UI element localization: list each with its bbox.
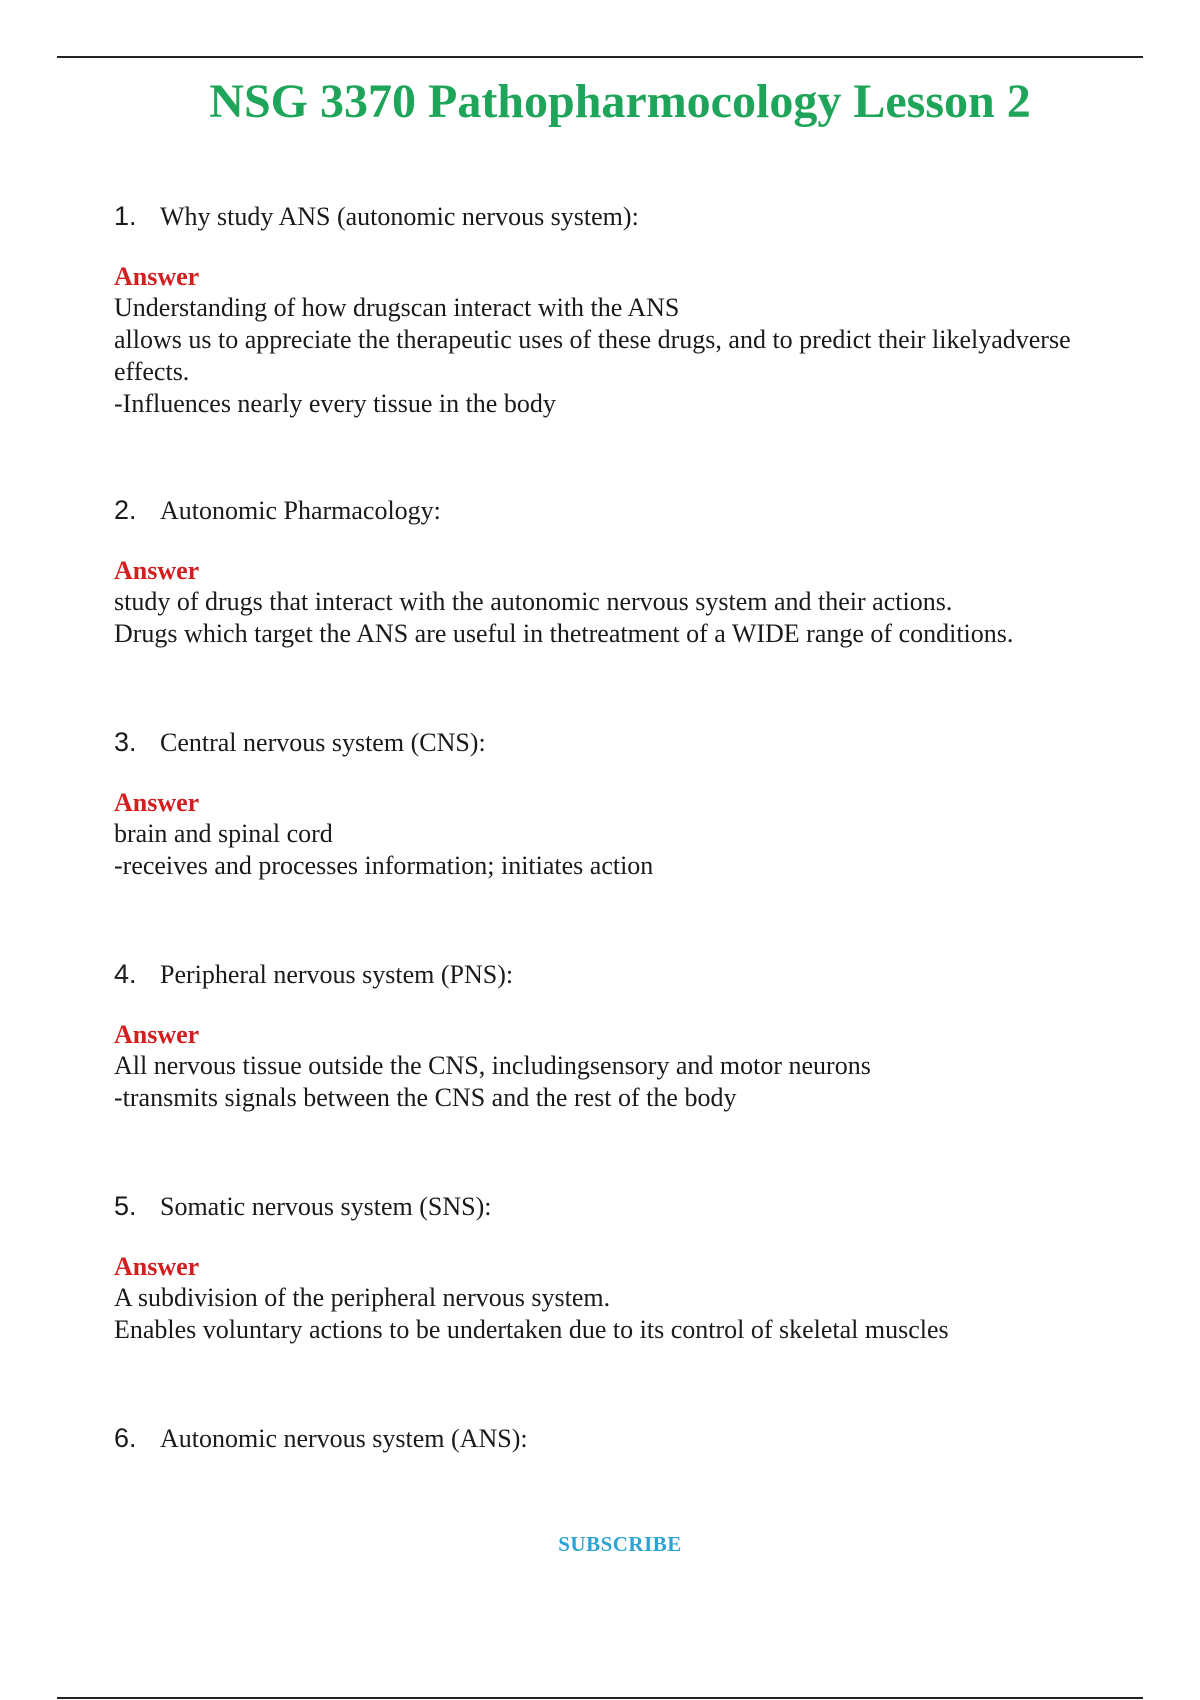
answer-line: -Influences nearly every tissue in the body — [114, 389, 556, 418]
answer-label: Answer — [114, 1020, 200, 1049]
answer-line: Understanding of how drugscan interact with the ANS — [114, 293, 680, 322]
qa-item-6 — [114, 1421, 1124, 1456]
answer-line: Drugs which target the ANS are useful in thetreatment of a WIDE range of conditions. — [114, 619, 1014, 648]
answer-line: -transmits signals between the CNS and the rest of the body — [114, 1083, 737, 1112]
question-5 — [114, 1189, 1124, 1224]
question-4 — [114, 957, 1124, 992]
question-number: 5. — [114, 1191, 137, 1221]
document-title: NSG 3370 Pathopharmocology Lesson 2 — [209, 75, 1031, 128]
answer-label: Answer — [114, 788, 200, 817]
answer-label: Answer — [114, 1252, 200, 1281]
answer-line: allows us to appreciate the therapeutic uses of these drugs, and to predict their likelyadverse — [114, 325, 1071, 354]
question-2 — [114, 493, 1124, 528]
question-1 — [114, 199, 1124, 234]
question-text: Somatic nervous system (SNS): — [160, 1192, 492, 1221]
answer-line: Enables voluntary actions to be undertaken due to its control of skeletal muscles — [114, 1315, 949, 1344]
answer-line: study of drugs that interact with the autonomic nervous system and their actions. — [114, 587, 953, 616]
answer-label: Answer — [114, 556, 200, 585]
answer-label: Answer — [114, 262, 200, 291]
question-number: 1. — [114, 201, 137, 231]
qa-item-4 — [114, 957, 1124, 1114]
answer-line: All nervous tissue outside the CNS, includingsensory and motor neurons — [114, 1051, 871, 1080]
answer-line: effects. — [114, 357, 190, 386]
answer-line: brain and spinal cord — [114, 819, 333, 848]
question-text: Central nervous system (CNS): — [160, 728, 486, 757]
question-number: 6. — [114, 1423, 137, 1453]
question-6 — [114, 1421, 1124, 1456]
qa-item-1 — [114, 199, 1124, 420]
question-3 — [114, 725, 1124, 760]
question-number: 3. — [114, 727, 137, 757]
question-text: Why study ANS (autonomic nervous system): — [160, 202, 639, 231]
qa-item-3 — [114, 725, 1124, 882]
question-text: Peripheral nervous system (PNS): — [160, 960, 514, 989]
qa-item-2 — [114, 493, 1124, 650]
question-number: 2. — [114, 495, 137, 525]
question-text: Autonomic Pharmacology: — [160, 496, 441, 525]
answer-line: -receives and processes information; initiates action — [114, 851, 654, 880]
answer-line: A subdivision of the peripheral nervous system. — [114, 1283, 611, 1312]
qa-item-5 — [114, 1189, 1124, 1346]
bottom-rule — [57, 1697, 1143, 1699]
question-text: Autonomic nervous system (ANS): — [160, 1424, 528, 1453]
question-number: 4. — [114, 959, 137, 989]
top-rule — [57, 56, 1143, 58]
subscribe-link[interactable]: SUBSCRIBE — [558, 1532, 682, 1556]
